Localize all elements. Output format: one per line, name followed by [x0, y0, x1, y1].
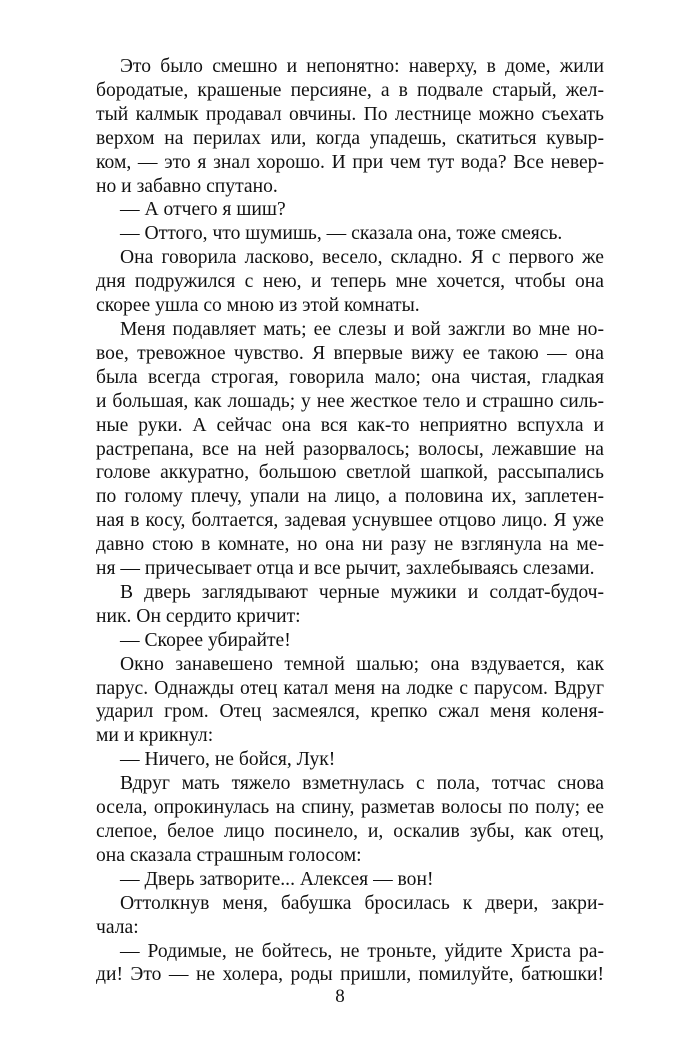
text-line: бородатые, крашеные персияне, а в подвале старый, жел- [96, 79, 604, 101]
text-line: давно стою в комнате, но она ни разу не взглянула на ме- [96, 534, 604, 556]
text-line: парус. Однажды отец катал меня на лодке с парусом. Вдруг [96, 677, 604, 699]
text-line: ные руки. А сейчас она вся как-то неприятно вспухла и [96, 414, 604, 436]
text-line: голове аккуратно, большою светлой шапкой, рассыпались [96, 462, 604, 484]
text-line: Оттолкнув меня, бабушка бросилась к двери, закри- [120, 892, 604, 914]
text-line: Вдруг мать тяжело взметнулась с пола, тотчас снова [120, 773, 604, 795]
text-line: — Ничего, не бойся, Лук! [120, 749, 336, 771]
page-number: 8 [335, 986, 345, 1007]
text-line: она сказала страшным голосом: [96, 844, 362, 866]
text-line: ник. Он сердито кричит: [96, 605, 301, 627]
text-line: но и забавно спутано. [96, 175, 278, 197]
text-line: осела, опрокинулась на спину, разметав волосы по полу; ее [96, 797, 604, 819]
text-line: была всегда строгая, говорила мало; она чистая, гладкая [96, 366, 604, 388]
text-line: — Родимые, не бойтесь, не троньте, уйдите Христа ра- [120, 940, 604, 962]
text-line: ком, — это я знал хорошо. И при чем тут вода? Все невер- [96, 151, 604, 173]
text-line: чала: [96, 916, 139, 938]
text-line: — Скорее убирайте! [120, 629, 291, 651]
text-line: и большая, как лошадь; у нее жесткое тело и страшно силь- [96, 390, 604, 412]
text-line: — Оттого, что шумишь, — сказала она, тоже смеясь. [120, 223, 563, 245]
text-line: слепое, белое лицо посинело, и, оскалив зубы, как отец, [96, 821, 604, 842]
text-line: Она говорила ласково, весело, складно. Я с первого же [120, 247, 604, 269]
text-line: — А отчего я шиш? [120, 199, 286, 221]
text-line: растрепана, все на ней разорвалось; волосы, лежавшие на [96, 438, 604, 460]
text-line: дня подружился с нею, и теперь мне хочется, чтобы она [96, 271, 604, 293]
text-line: ня — причесывает отца и все рычит, захлебываясь слезами. [96, 558, 595, 580]
body-text [96, 55, 604, 987]
text-line: — Дверь затворите... Алексея — вон! [120, 868, 434, 890]
text-line: скорее ушла со мною из этой комнаты. [96, 295, 420, 317]
text-line: В дверь заглядывают черные мужики и солдат-будоч- [120, 581, 604, 603]
text-line: вое, тревожное чувство. Я впервые вижу ее такою — она [96, 342, 604, 364]
text-line: по голому плечу, упали на лицо, а половина их, заплетен- [96, 486, 604, 508]
text-line: тый калмык продавал овчины. По лестнице можно съехать [96, 103, 604, 125]
text-line: верхом на перилах или, когда упадешь, скатиться кувыр- [96, 127, 604, 149]
text-line: Меня подавляет мать; ее слезы и вой зажгли во мне но- [120, 318, 604, 340]
text-line: ди! Это — не холера, роды пришли, помилуйте, батюшки! [96, 964, 604, 986]
text-line: ная в косу, болтается, задевая уснувшее отцово лицо. Я уже [96, 510, 604, 532]
text-line: Это было смешно и непонятно: наверху, в доме, жили [120, 56, 604, 77]
text-line: Окно занавешено темной шалью; она вздувается, как [120, 653, 604, 675]
text-line: ударил гром. Отец засмеялся, крепко сжал меня коленя- [96, 701, 604, 723]
text-line: ми и крикнул: [96, 725, 214, 747]
